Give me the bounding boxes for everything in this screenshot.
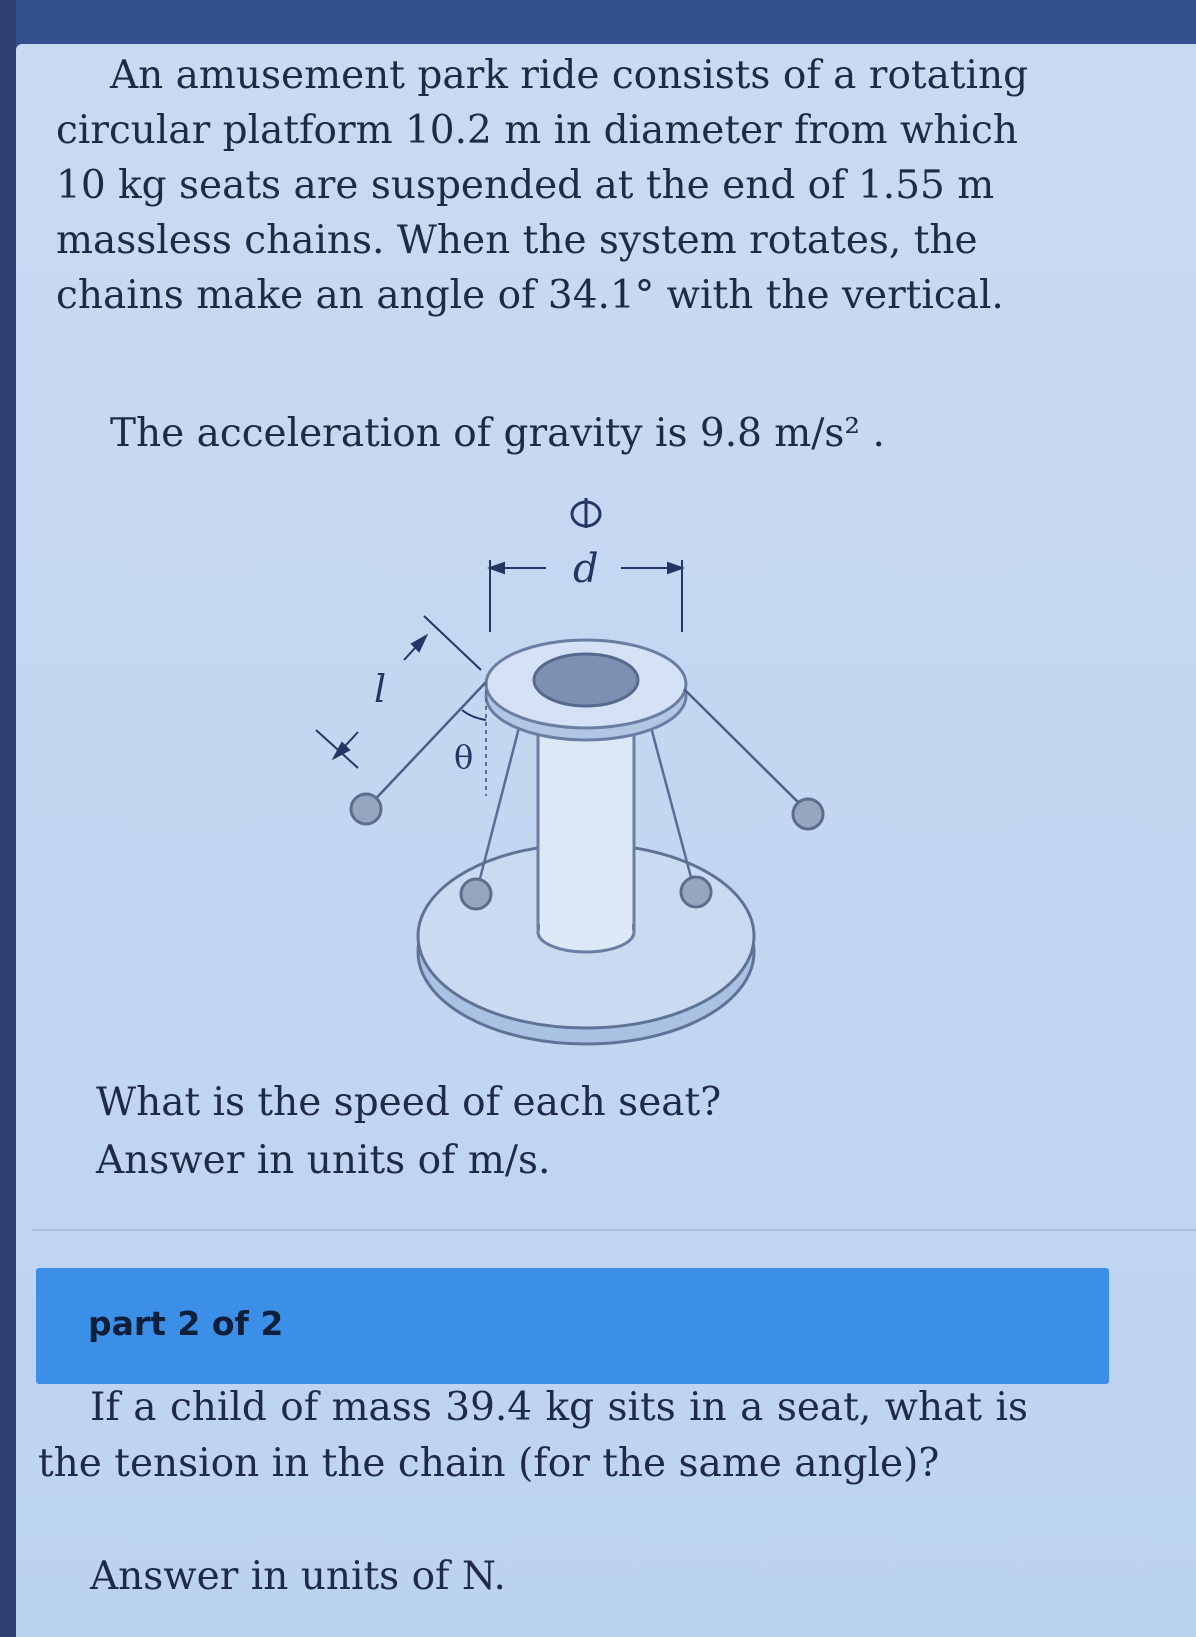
angle-arc (462, 710, 486, 720)
label-d: d (573, 546, 599, 592)
problem-screen (16, 44, 1196, 1637)
part2-units: Answer in units of N. (90, 1554, 506, 1599)
gravity-statement: The acceleration of gravity is 9.8 m/s² . (110, 411, 885, 456)
left-dark-band (0, 0, 16, 1637)
part1-question: What is the speed of each seat? (96, 1080, 722, 1125)
seat-right-outer (793, 799, 823, 829)
part1-question-block (96, 1074, 721, 1190)
seat-left-outer (351, 794, 381, 824)
section-divider (32, 1229, 1196, 1231)
part-label: part 2 of 2 (88, 1304, 284, 1343)
top-platform (486, 640, 686, 740)
top-dark-band (0, 0, 1196, 48)
label-l: l (374, 667, 387, 711)
problem-statement: An amusement park ride consists of a rotating circular platform 10.2 m in diameter from which 10 kg seats are suspended at the end of 1.55 m massless chains. When the system rotates, the chains make an angle of 34.1° with the vertical. (56, 53, 1029, 318)
seat-left-inner (461, 879, 491, 909)
seat-right-inner (681, 877, 711, 907)
central-column (538, 712, 634, 952)
ride-diagram (276, 484, 876, 1084)
part2-question: If a child of mass 39.4 kg sits in a seat, what is the tension in the chain (for the same angle)? (38, 1385, 1028, 1486)
label-theta: θ (454, 738, 474, 776)
part-banner (36, 1268, 1109, 1384)
rotation-arrow-icon (572, 498, 600, 528)
part1-units: Answer in units of m/s. (96, 1138, 551, 1183)
